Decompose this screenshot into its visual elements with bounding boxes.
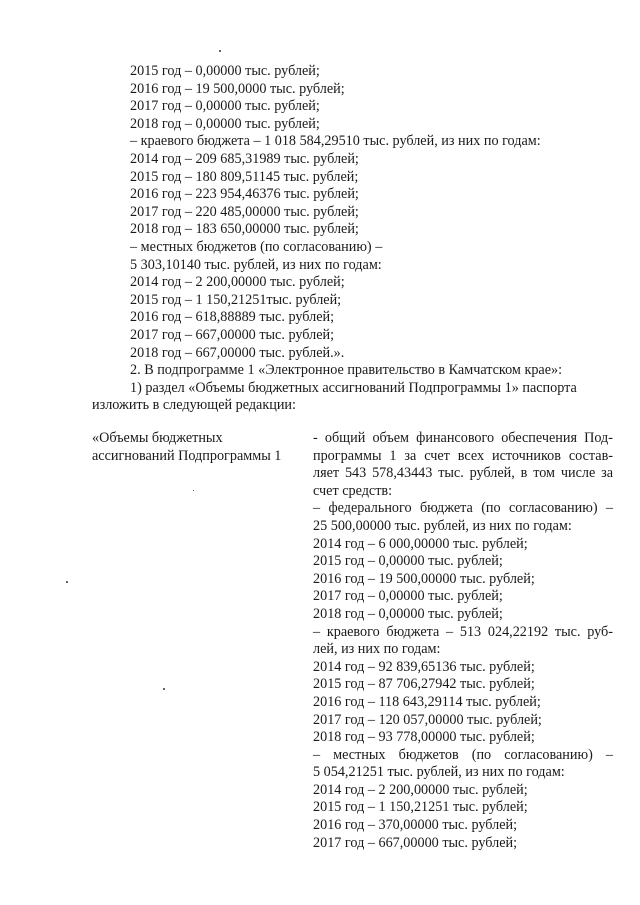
text-line: 2018 год – 667,00000 тыс. рублей.». <box>130 344 345 361</box>
cell-text-line: 2014 год – 2 200,00000 тыс. рублей; <box>313 781 528 798</box>
table-left-cell <box>92 430 307 465</box>
cell-text-line: – местных бюджетов (по согласованию) – <box>313 746 613 763</box>
cell-text-line: 2016 год – 118 643,29114 тыс. рублей; <box>313 693 541 710</box>
paragraph-continuation: изложить в следующей редакции: <box>92 397 296 413</box>
text-line: 5 303,10140 тыс. рублей, из них по годам: <box>130 256 382 273</box>
cell-text-line: 2015 год – 1 150,21251 тыс. рублей; <box>313 799 528 816</box>
cell-text-line: 2018 год – 93 778,00000 тыс. рублей; <box>313 729 535 746</box>
scan-speck <box>219 50 221 52</box>
scan-speck <box>163 688 165 690</box>
cell-text-line: программы 1 за счет всех источников состав- <box>313 447 613 464</box>
cell-text-line: 2014 год – 6 000,00000 тыс. рублей; <box>313 535 528 552</box>
cell-text-line: 2016 год – 370,00000 тыс. рублей; <box>313 817 518 834</box>
text-line: 2018 год – 0,00000 тыс. рублей; <box>130 115 320 132</box>
text-line: 2016 год – 618,88889 тыс. рублей; <box>130 309 335 326</box>
cell-text-line: - общий объем финансового обеспечения Под- <box>313 430 613 446</box>
cell-text-line: 5 054,21251 тыс. рублей, из них по годам: <box>313 764 565 781</box>
budget-continuation-block <box>130 63 577 397</box>
cell-text-line: счет средств: <box>313 482 393 499</box>
text-line: 2017 год – 220 485,00000 тыс. рублей; <box>130 203 359 220</box>
scan-speck <box>66 581 68 583</box>
text-line: 1) раздел «Объемы бюджетных ассигнований Подпрограммы 1» паспорта <box>130 379 577 396</box>
cell-text-line: – краевого бюджета – 513 024,22192 тыс. руб- <box>313 623 613 640</box>
text-line: 2014 год – 2 200,00000 тыс. рублей; <box>130 274 345 291</box>
cell-text-line: 2017 год – 120 057,00000 тыс. рублей; <box>313 711 542 728</box>
text-line: – краевого бюджета – 1 018 584,29510 тыс. рублей, из них по годам: <box>130 133 541 150</box>
table-right-cell <box>313 430 613 852</box>
cell-text-line: 2014 год – 92 839,65136 тыс. рублей; <box>313 658 535 675</box>
cell-text-line: 2017 год – 667,00000 тыс. рублей; <box>313 834 518 851</box>
cell-text-line: 2018 год – 0,00000 тыс. рублей; <box>313 605 503 622</box>
text-line: 2016 год – 19 500,0000 тыс. рублей; <box>130 80 345 97</box>
text-line: 2018 год – 183 650,00000 тыс. рублей; <box>130 221 359 238</box>
text-line: – местных бюджетов (по согласованию) – <box>130 238 383 255</box>
text-line: 2014 год – 209 685,31989 тыс. рублей; <box>130 150 359 167</box>
cell-text-line: 2015 год – 87 706,27942 тыс. рублей; <box>313 676 535 693</box>
cell-label-line: «Объемы бюджетных <box>92 430 223 446</box>
cell-text-line: 2017 год – 0,00000 тыс. рублей; <box>313 588 503 605</box>
text-line: 2. В подпрограмме 1 «Электронное правительство в Камчатском крае»: <box>130 362 563 379</box>
text-line: 2015 год – 1 150,21251тыс. рублей; <box>130 291 342 308</box>
cell-text-line: 2015 год – 0,00000 тыс. рублей; <box>313 553 503 570</box>
cell-text-line: лей, из них по годам: <box>313 641 441 658</box>
text-line: 2015 год – 180 809,51145 тыс. рублей; <box>130 168 359 185</box>
text-line: 2017 год – 0,00000 тыс. рублей; <box>130 98 320 115</box>
cell-text-line: 2016 год – 19 500,00000 тыс. рублей; <box>313 570 535 587</box>
cell-text-line: ляет 543 578,43443 тыс. рублей, в том числе за <box>313 465 613 482</box>
cell-text-line: – федерального бюджета (по согласованию) – <box>313 500 613 517</box>
text-line: 2016 год – 223 954,46376 тыс. рублей; <box>130 186 359 203</box>
scan-speck <box>193 490 194 491</box>
cell-label-line: ассигнований Подпрограммы 1 <box>92 447 282 464</box>
text-line: 2015 год – 0,00000 тыс. рублей; <box>130 63 320 79</box>
text-line: 2017 год – 667,00000 тыс. рублей; <box>130 326 335 343</box>
cell-text-line: 25 500,00000 тыс. рублей, из них по годам: <box>313 517 572 534</box>
